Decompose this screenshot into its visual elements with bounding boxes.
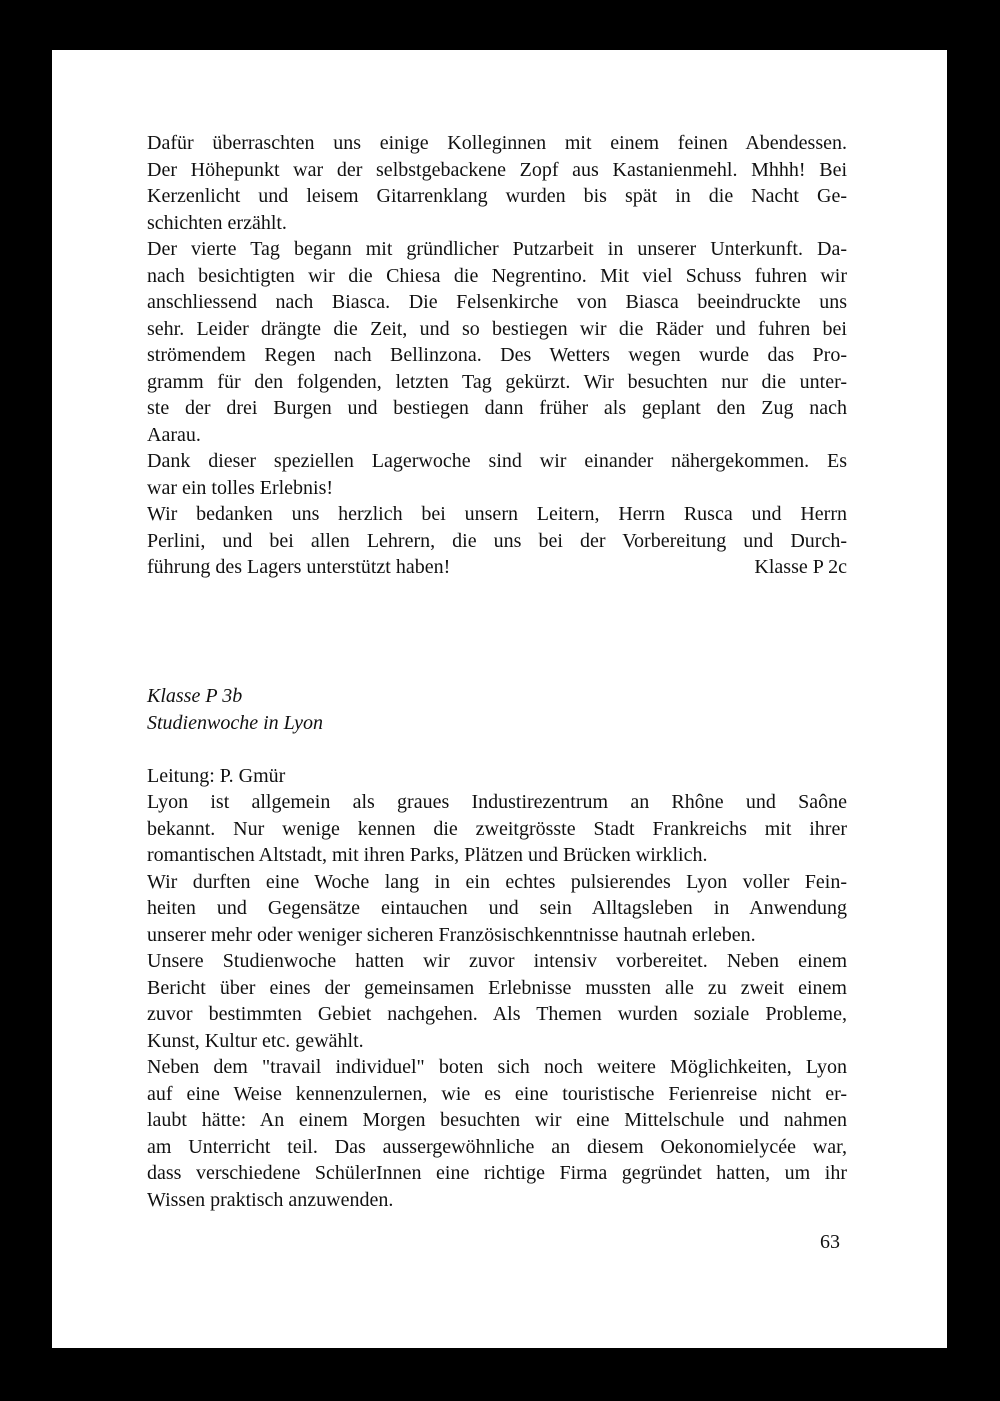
text-line: nach besichtigten wir die Chiesa die Negrentino. Mit viel Schuss fuhren wir: [147, 264, 847, 287]
text-line: Bericht über eines der gemeinsamen Erlebnisse mussten alle zu zweit einem: [147, 976, 847, 999]
text-line: laubt hätte: An einem Morgen besuchten wir eine Mittelschule und nahmen: [147, 1109, 847, 1131]
text-line: ste der drei Burgen und bestiegen dann früher als geplant den Zug nach: [147, 397, 847, 419]
text-line: Der vierte Tag begann mit gründlicher Putzarbeit in unserer Unterkunft. Da-: [147, 238, 847, 260]
text-line: Dank dieser speziellen Lagerwoche sind wir einander nähergekommen. Es: [147, 450, 847, 472]
text-line: romantischen Altstadt, mit ihren Parks, Plätzen und Brücken wirklich.: [147, 844, 708, 866]
text-line: Kunst, Kultur etc. gewählt.: [147, 1029, 364, 1052]
text-line: Unsere Studienwoche hatten wir zuvor intensiv vorbereitet. Neben einem: [147, 950, 847, 972]
text-line: bekannt. Nur wenige kennen die zweitgrösste Stadt Frankreichs mit ihrer: [147, 817, 847, 840]
document-page: [52, 50, 947, 1348]
article-subtitle: Studienwoche in Lyon: [147, 711, 324, 734]
text-line: Perlini, und bei allen Lehrern, die uns bei der Vorbereitung und Durch-: [147, 529, 847, 552]
text-line: unserer mehr oder weniger sicheren Französischkenntnisse hautnah erleben.: [147, 923, 756, 946]
text-line: Neben dem "travail individuel" boten sich noch weitere Möglichkeiten, Lyon: [147, 1056, 847, 1078]
text-line: Lyon ist allgemein als graues Industirezentrum an Rhône und Saône: [147, 791, 847, 813]
text-line: am Unterricht teil. Das aussergewöhnliche an diesem Oekonomielycée war,: [147, 1135, 847, 1158]
class-heading: Klasse P 3b: [147, 685, 243, 707]
text-line: Kerzenlicht und leisem Gitarrenklang wurden bis spät in die Nacht Ge-: [147, 185, 847, 207]
text-line: sehr. Leider drängte die Zeit, und so bestiegen wir die Räder und fuhren bei: [147, 317, 847, 340]
text-line: heiten und Gegensätze eintauchen und sein Alltagsleben in Anwendung: [147, 897, 847, 919]
text-line: schichten erzählt.: [147, 211, 287, 234]
text-line: Der Höhepunkt war der selbstgebackene Zopf aus Kastanienmehl. Mhhh! Bei: [147, 158, 847, 181]
text-line: führung des Lagers unterstützt haben!: [147, 556, 451, 578]
text-line: Aarau.: [147, 423, 201, 446]
text-line: zuvor bestimmten Gebiet nachgehen. Als Themen wurden soziale Probleme,: [147, 1003, 847, 1025]
text-line: Wir bedanken uns herzlich bei unsern Leitern, Herrn Rusca und Herrn: [147, 503, 847, 525]
leader-line: Leitung: P. Gmür: [147, 764, 286, 787]
text-line: auf eine Weise kennenzulernen, wie es eine touristische Ferienreise nicht er-: [147, 1082, 847, 1105]
spacer: [147, 736, 847, 763]
text-line: gramm für den folgenden, letzten Tag gekürzt. Wir besuchten nur die unter-: [147, 370, 847, 393]
article-p2c: [147, 130, 847, 581]
page-number: 63: [820, 1231, 840, 1253]
final-line-with-signature: [147, 554, 847, 581]
text-line: Wir durften eine Woche lang in ein echtes pulsierendes Lyon voller Fein-: [147, 870, 847, 893]
signature: Klasse P 2c: [754, 556, 847, 578]
article-p3b: [147, 683, 847, 1213]
text-line: dass verschiedene SchülerInnen eine richtige Firma gegründet hatten, um ihr: [147, 1162, 847, 1184]
text-line: Dafür überraschten uns einige Kolleginnen mit einem feinen Abendessen.: [147, 132, 847, 154]
text-line: anschliessend nach Biasca. Die Felsenkirche von Biasca beeindruckte uns: [147, 291, 847, 313]
text-line: Wissen praktisch anzuwenden.: [147, 1188, 394, 1211]
text-line: war ein tolles Erlebnis!: [147, 476, 334, 499]
text-line: strömendem Regen nach Bellinzona. Des Wetters wegen wurde das Pro-: [147, 344, 847, 366]
